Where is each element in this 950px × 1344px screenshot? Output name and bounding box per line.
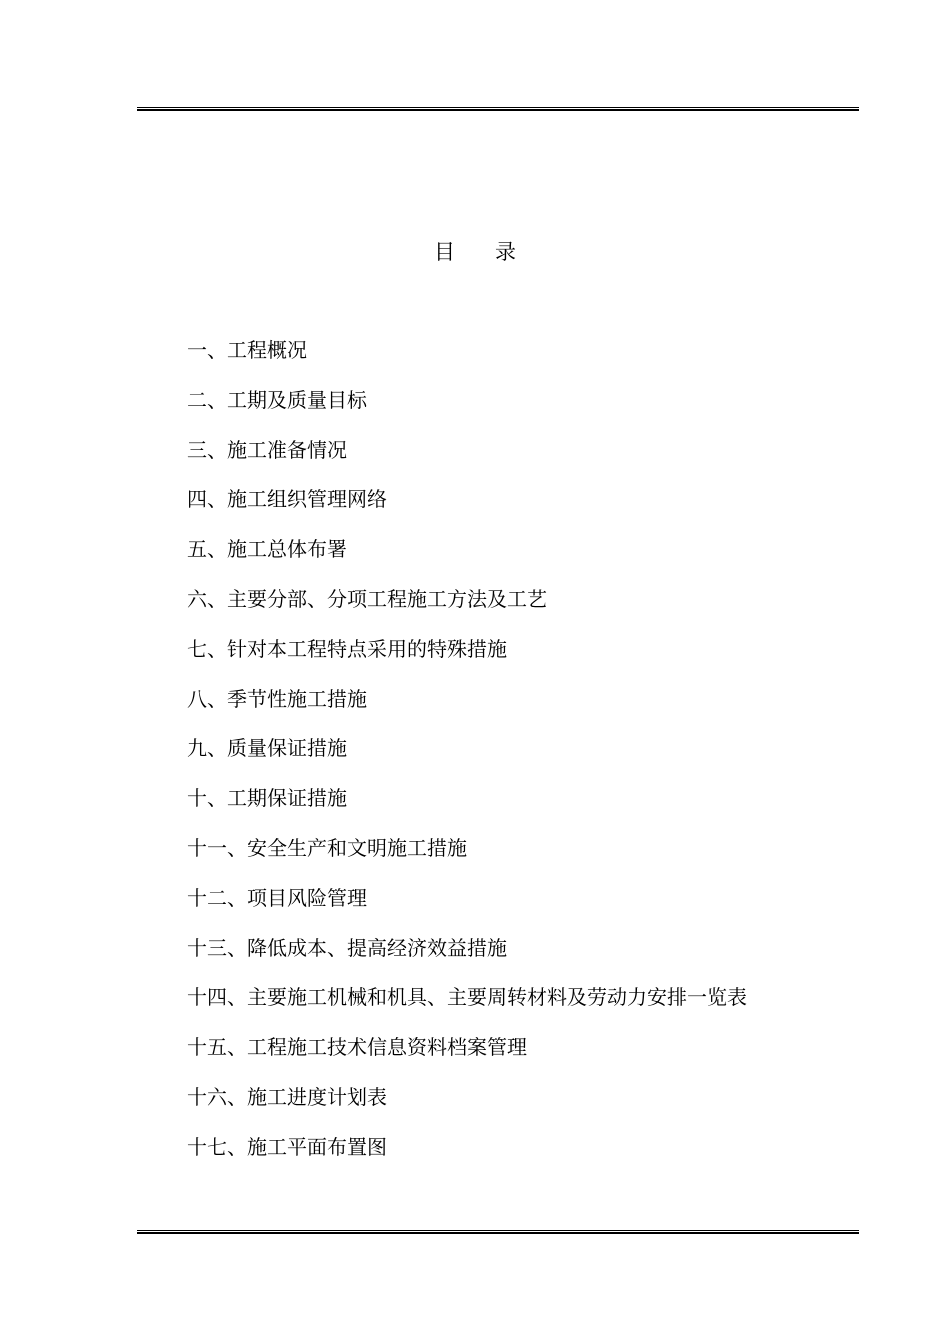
toc-title [0, 236, 950, 266]
toc-item-3: 三、施工准备情况 [187, 437, 347, 462]
toc-item-5: 五、施工总体布署 [187, 537, 347, 562]
toc-item-8: 八、季节性施工措施 [187, 686, 367, 711]
toc-item-6: 六、主要分部、分项工程施工方法及工艺 [187, 586, 547, 611]
toc-item-11: 十一、安全生产和文明施工措施 [187, 835, 467, 860]
header-rule [137, 107, 859, 111]
toc-item-12: 十二、项目风险管理 [187, 885, 367, 910]
toc-item-10: 十、工期保证措施 [187, 786, 347, 811]
toc-item-15: 十五、工程施工技术信息资料档案管理 [187, 1035, 527, 1060]
toc-item-1: 一、工程概况 [187, 338, 307, 362]
toc-item-13: 十三、降低成本、提高经济效益措施 [187, 935, 507, 960]
toc-item-7: 七、针对本工程特点采用的特殊措施 [187, 636, 507, 661]
toc-item-4: 四、施工组织管理网络 [187, 487, 387, 512]
footer-rule [137, 1230, 859, 1234]
toc-item-2: 二、工期及质量目标 [187, 387, 367, 412]
toc-title-char-2: 录 [495, 240, 516, 264]
toc-list [187, 333, 747, 1180]
toc-item-16: 十六、施工进度计划表 [187, 1084, 387, 1109]
toc-title-char-1: 目 [434, 240, 455, 264]
toc-item-14: 十四、主要施工机械和机具、主要周转材料及劳动力安排一览表 [187, 985, 747, 1010]
toc-item-17: 十七、施工平面布置图 [187, 1134, 387, 1159]
toc-item-9: 九、质量保证措施 [187, 736, 347, 761]
